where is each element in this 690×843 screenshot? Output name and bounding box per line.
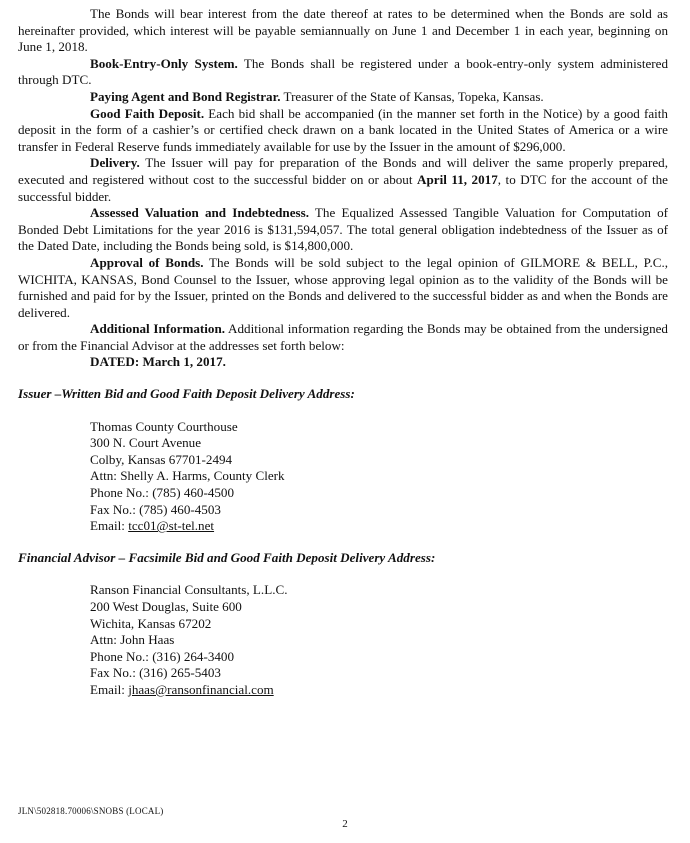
issuer-email-link[interactable]: tcc01@st-tel.net	[128, 518, 215, 534]
advisor-address-block	[18, 582, 668, 698]
page-number: 2	[342, 818, 348, 830]
paragraph-paying-agent	[18, 89, 668, 106]
address-line: Colby, Kansas 67701-2494	[90, 451, 233, 467]
address-line: 200 West Douglas, Suite 600	[90, 599, 242, 614]
email-label: Email:	[90, 518, 129, 534]
paragraph-heading: Delivery.	[90, 155, 140, 171]
paragraph-heading: Good Faith Deposit.	[90, 105, 205, 121]
paragraph-text: , to DTC for the account of the successful bidder.	[18, 171, 668, 204]
dated-line: DATED: March 1, 2017.	[90, 354, 226, 370]
paragraph-delivery	[18, 155, 668, 205]
address-line: Fax No.: (785) 460-4503	[90, 501, 221, 517]
address-line: Attn: Shelly A. Harms, County Clerk	[90, 468, 285, 484]
paragraph-heading: Additional Information.	[90, 321, 226, 337]
document-page	[18, 6, 668, 699]
paragraph-heading: Book-Entry-Only System.	[90, 55, 238, 71]
paragraph-approval	[18, 255, 668, 321]
email-line	[90, 682, 668, 699]
paragraph-text: Treasurer of the State of Kansas, Topeka, Kansas.	[280, 88, 544, 104]
delivery-date: April 11, 2017	[417, 171, 498, 187]
advisor-address-heading: Financial Advisor – Facsimile Bid and Good Faith Deposit Delivery Address:	[18, 549, 436, 565]
issuer-address-heading: Issuer –Written Bid and Good Faith Deposit Delivery Address:	[18, 386, 355, 402]
paragraph-heading: Paying Agent and Bond Registrar.	[90, 88, 281, 104]
email-label: Email:	[90, 681, 129, 697]
paragraph-text: The Issuer will pay for preparation of the Bonds and will deliver the same properly prepared, executed and registered without cost to the successful bidder on or about	[18, 155, 668, 187]
address-line: Phone No.: (316) 264-3400	[90, 648, 235, 664]
paragraph-heading: Assessed Valuation and Indebtedness.	[90, 205, 309, 221]
paragraph-text: The Equalized Assessed Tangible Valuation for Computation of Bonded Debt Limitations for the year 2016 is $131,594,057. The total general obligation indebtedness of the Issuer as of the Dated Date, including the Bonds being sold, is $14,800,000.	[18, 205, 668, 254]
paragraph-text: The Bonds shall be registered under a book-entry-only system administered through DTC.	[18, 55, 668, 88]
advisor-email-link[interactable]: jhaas@ransonfinancial.com	[128, 681, 274, 697]
paragraph-text: The Bonds will bear interest from the date thereof at rates to be determined when the Bonds are sold as hereinafter provided, which interest will be payable semiannually on June 1 and December 1 in each year, beginning on June 1, 2018.	[18, 6, 668, 55]
paragraph-text: The Bonds will be sold subject to the legal opinion of GILMORE & BELL, P.C., WICHITA, KANSAS, Bond Counsel to the Issuer, whose approving legal opinion as to the validity of the Bonds will be furnished and paid for by the Issuer, printed on the Bonds and delivered to the successful bidder as and when the Bonds are delivered.	[18, 254, 669, 320]
address-line: Phone No.: (785) 460-4500	[90, 485, 235, 501]
paragraph-good-faith-deposit	[18, 106, 668, 156]
address-line: Attn: John Haas	[90, 632, 175, 648]
address-line: Wichita, Kansas 67202	[90, 615, 212, 631]
document-reference: JLN\502818.70006\SNOBS (LOCAL)	[18, 806, 164, 816]
paragraph-assessed-valuation	[18, 205, 668, 255]
paragraph-additional-info	[18, 321, 668, 354]
issuer-address-block	[18, 419, 668, 535]
paragraph-text: Each bid shall be accompanied (in the manner set forth in the Notice) by a good faith deposit in the form of a cashier’s or certified check drawn on a bank located in the United States of America or a wire transfer in Federal Reserve funds immediately available for use by the Issuer in the amount of $296,000.	[18, 105, 668, 154]
address-line: Ranson Financial Consultants, L.L.C.	[90, 582, 288, 598]
address-line: 300 N. Court Avenue	[90, 435, 202, 451]
address-line: Thomas County Courthouse	[90, 418, 238, 434]
email-line	[90, 518, 668, 535]
address-line: Fax No.: (316) 265-5403	[90, 665, 221, 681]
paragraph-interest	[18, 6, 668, 56]
paragraph-text: Additional information regarding the Bonds may be obtained from the undersigned or from the Financial Advisor at the addresses set forth below:	[18, 321, 668, 353]
paragraph-heading: Approval of Bonds.	[90, 254, 204, 270]
paragraph-book-entry	[18, 56, 668, 89]
